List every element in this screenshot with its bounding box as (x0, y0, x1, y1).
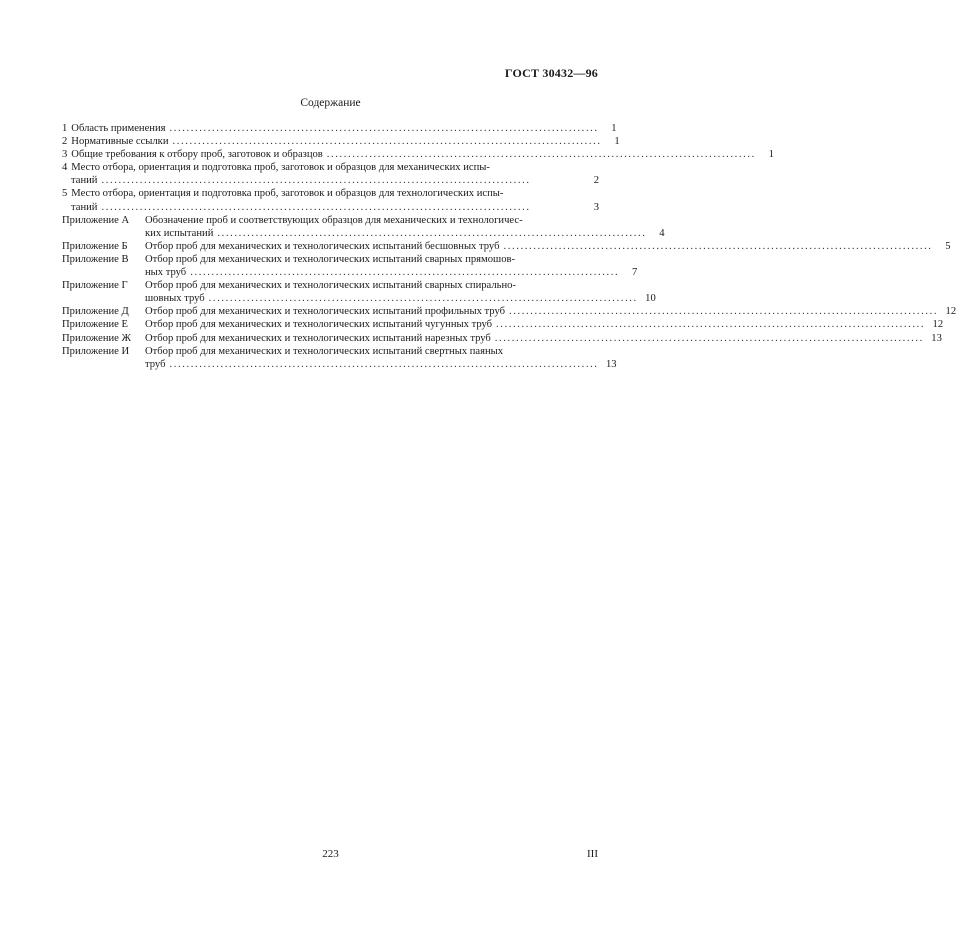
toc-entry-number: 2 (62, 136, 68, 148)
toc-appendix-e[interactable] (62, 318, 944, 331)
toc-page-number: 5 (945, 240, 951, 252)
toc-entry-number: 3 (62, 149, 68, 161)
toc-entry-title-line2: таний (71, 175, 98, 187)
toc-entry-4[interactable] (62, 161, 599, 187)
toc-page-number: 13 (605, 358, 617, 370)
toc-entry-2[interactable] (62, 135, 620, 148)
dot-leader: ..................................................................................................... (169, 358, 599, 370)
appendix-label: Приложение Г (62, 280, 128, 292)
dot-leader: ..................................................................................................... (326, 149, 756, 161)
toc-page-number: 13 (931, 332, 942, 344)
dot-leader: ..................................................................................................... (190, 267, 620, 279)
toc-appendix-i[interactable] (62, 345, 617, 371)
toc-page-number: 2 (593, 175, 599, 187)
appendix-title-line1: Отбор проб для механических и технологических испытаний сварных прямошов- (145, 253, 516, 265)
roman-page-number: III (587, 848, 598, 860)
appendix-title: Отбор проб для механических и технологических испытаний бесшовных труб (145, 240, 500, 252)
appendix-label: Приложение Д (62, 306, 129, 318)
toc-page-number: 10 (645, 293, 656, 305)
dot-leader: ..................................................................................................... (208, 293, 638, 305)
appendix-title-line1: Отбор проб для механических и технологических испытаний свертных паяных (145, 345, 504, 357)
dot-leader: ..................................................................................................... (509, 306, 939, 318)
dot-leader: ..................................................................................................... (101, 175, 531, 187)
toc-entry-title-line1: Место отбора, ориентация и подготовка проб, заготовок и образцов для механических испы- (71, 162, 490, 174)
toc-page-number: 4 (659, 227, 665, 239)
dot-leader: ..................................................................................................... (494, 332, 924, 344)
toc-page-number: 12 (932, 319, 944, 331)
toc-entry-1[interactable] (62, 122, 617, 135)
dot-leader: ..................................................................................................... (172, 136, 602, 148)
toc-page-number: 1 (611, 123, 617, 134)
page-number: 223 (322, 848, 339, 860)
appendix-title-line2: шовных труб (145, 293, 205, 305)
toc-entry-number: 4 (62, 162, 68, 174)
toc-entry-title-line2: таний (71, 201, 98, 213)
appendix-label: Приложение В (62, 253, 129, 265)
appendix-title-line2: ких испытаний (145, 227, 214, 239)
appendix-label: Приложение Б (62, 240, 128, 252)
toc-appendix-zh[interactable] (62, 332, 942, 345)
dot-leader: ..................................................................................................... (169, 123, 599, 134)
toc-entry-title: Общие требования к отбору проб, заготовок и образцов (71, 149, 323, 161)
toc-entry-number: 1 (62, 123, 68, 134)
appendix-label: Приложение А (62, 214, 130, 226)
toc-appendix-g[interactable] (62, 279, 656, 305)
dot-leader: ..................................................................................................... (101, 201, 531, 213)
appendix-title: Отбор проб для механических и технологических испытаний чугунных труб (145, 319, 493, 331)
toc-appendix-v[interactable] (62, 253, 638, 279)
toc-page-number: 1 (614, 136, 620, 148)
table-of-contents (62, 122, 956, 371)
appendix-title-line1: Обозначение проб и соответствующих образцов для механических и технологичес- (145, 214, 523, 226)
toc-page-number: 7 (632, 267, 638, 279)
toc-entry-title-line1: Место отбора, ориентация и подготовка проб, заготовок и образцов для технологических испы- (71, 188, 504, 200)
document-id: ГОСТ 30432—96 (504, 66, 598, 80)
appendix-label: Приложение И (62, 345, 130, 357)
appendix-title: Отбор проб для механических и технологических испытаний нарезных труб (145, 332, 491, 344)
toc-appendix-b[interactable] (62, 240, 951, 253)
toc-entry-5[interactable] (62, 187, 599, 213)
toc-appendix-a[interactable] (62, 214, 665, 240)
appendix-title-line2: ных труб (145, 267, 187, 279)
dot-leader: ..................................................................................................... (496, 319, 926, 331)
toc-entry-title: Нормативные ссылки (71, 136, 169, 148)
contents-title: Содержание (300, 97, 361, 109)
toc-entry-number: 5 (62, 188, 68, 200)
toc-page-number: 3 (593, 201, 599, 213)
appendix-title: Отбор проб для механических и технологических испытаний профильных труб (145, 306, 506, 318)
toc-entry-title: Область применения (71, 123, 166, 134)
appendix-label: Приложение Ж (62, 332, 131, 344)
dot-leader: ..................................................................................................... (217, 227, 647, 239)
appendix-label: Приложение Е (62, 319, 128, 331)
toc-appendix-d[interactable] (62, 305, 956, 318)
appendix-title-line1: Отбор проб для механических и технологических испытаний сварных спирально- (145, 280, 516, 292)
appendix-title-line2: труб (145, 358, 166, 370)
toc-page-number: 12 (945, 306, 956, 318)
toc-entry-3[interactable] (62, 148, 774, 161)
toc-page-number: 1 (768, 149, 774, 161)
dot-leader: ..................................................................................................... (503, 240, 933, 252)
